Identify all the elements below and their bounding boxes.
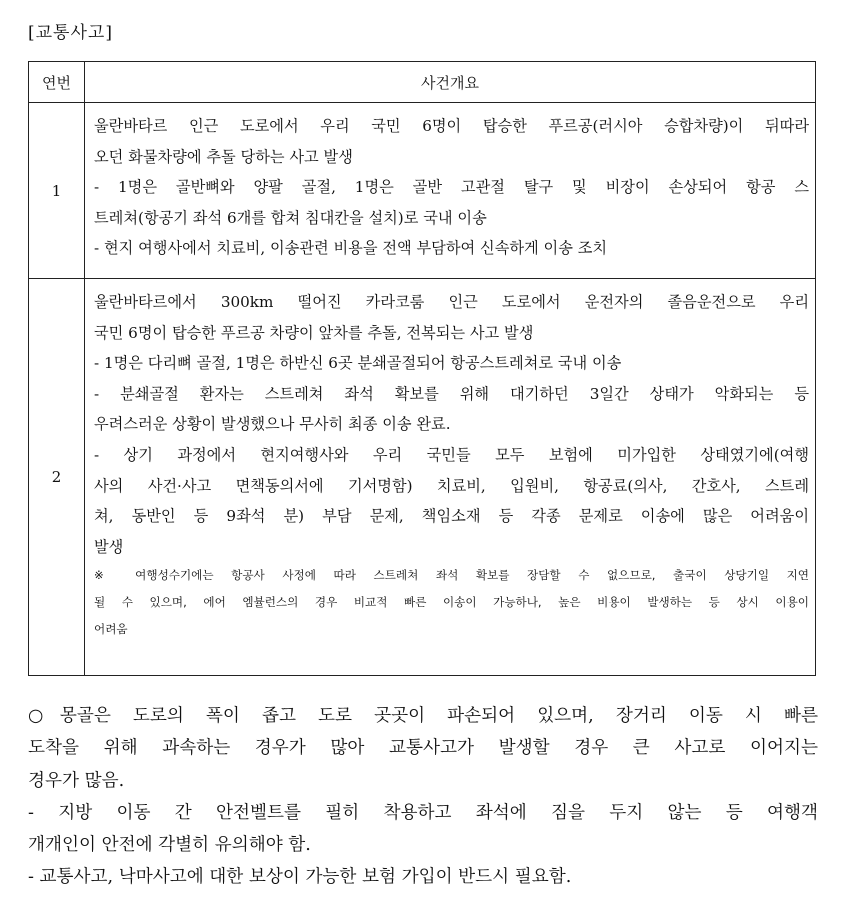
- summary-line: 울란바타르에서 300km 떨어진 카라코룸 인근 도로에서 운전자의 졸음운전으로 우리: [94, 293, 809, 311]
- paragraph-line: - 지방 이동 간 안전벨트를 필히 착용하고 좌석에 짐을 두지 않는 등 여행객: [28, 802, 818, 823]
- incident-table: [28, 61, 816, 676]
- summary-line: 사의 사건·사고 면책동의서에 기서명함) 치료비, 입원비, 항공료(의사, 간호사, 스트레: [94, 476, 809, 495]
- summary-line: - 현지 여행사에서 치료비, 이송관련 비용을 전액 부담하여 신속하게 이송 조치: [94, 239, 608, 258]
- table-header-row: [29, 62, 816, 103]
- row-number: 1: [29, 103, 85, 279]
- summary-line: 트레쳐(항공기 좌석 6개를 합쳐 침대칸을 설치)로 국내 이송: [94, 208, 487, 227]
- paragraph-line: 개개인이 안전에 각별히 유의해야 함.: [28, 835, 311, 856]
- summary-line: 울란바타르 인근 도로에서 우리 국민 6명이 탑승한 푸르공(러시아 승합차량)이 뒤따라: [94, 117, 809, 135]
- summary-line: 국민 6명이 탑승한 푸르공 차량이 앞차를 추돌, 전복되는 사고 발생: [94, 323, 534, 342]
- summary-line: - 1명은 다리뼈 골절, 1명은 하반신 6곳 분쇄골절되어 항공스트레쳐로 국내 이송: [94, 354, 622, 373]
- section-title: [교통사고]: [28, 23, 113, 43]
- header-number: 연번: [29, 62, 85, 103]
- summary-line: 쳐, 동반인 등 9좌석 분) 부담 문제, 책임소재 등 각종 문제로 이송에 많은 어려움이: [94, 507, 809, 526]
- header-summary: 사건개요: [85, 62, 816, 103]
- summary-line: 오던 화물차량에 추돌 당하는 사고 발생: [94, 147, 353, 166]
- row-summary: [85, 279, 816, 676]
- paragraph-line: ○몽골은 도로의 폭이 좁고 도로 곳곳이 파손되어 있으며, 장거리 이동 시 빠른: [28, 706, 818, 726]
- advisory-paragraph: [28, 700, 818, 894]
- row-number: 2: [29, 279, 85, 676]
- paragraph-line: - 교통사고, 낙마사고에 대한 보상이 가능한 보험 가입이 반드시 필요함.: [28, 867, 572, 888]
- summary-line: - 상기 과정에서 현지여행사와 우리 국민들 모두 보험에 미가입한 상태였기에(여행: [94, 445, 809, 464]
- summary-line: - 1명은 골반뼈와 양팔 골절, 1명은 골반 고관절 탈구 및 비장이 손상되어 항공 스: [94, 178, 809, 197]
- footnote-line: 어려움: [94, 622, 128, 637]
- table-row: [29, 103, 816, 279]
- row-summary: [85, 103, 816, 279]
- summary-line: - 분쇄골절 환자는 스트레쳐 좌석 확보를 위해 대기하던 3일간 상태가 악화되는 등: [94, 384, 809, 403]
- summary-line: 우려스러운 상황이 발생했으나 무사히 최종 이송 완료.: [94, 415, 451, 434]
- paragraph-line: 경우가 많음.: [28, 770, 125, 791]
- paragraph-line: 도착을 위해 과속하는 경우가 많아 교통사고가 발생할 경우 큰 사고로 이어지는: [28, 738, 818, 759]
- table-row: [29, 279, 816, 676]
- summary-line: 발생: [94, 537, 124, 556]
- footnote-line: 될 수 있으며, 에어 엠뷸런스의 경우 비교적 빠른 이송이 가능하나, 높은 비용이 발생하는 등 상시 이용이: [94, 595, 809, 610]
- footnote-line: ※ 여행성수기에는 항공사 사정에 따라 스트레쳐 좌석 확보를 장담할 수 없으므로, 출국이 상당기일 지연: [94, 568, 809, 583]
